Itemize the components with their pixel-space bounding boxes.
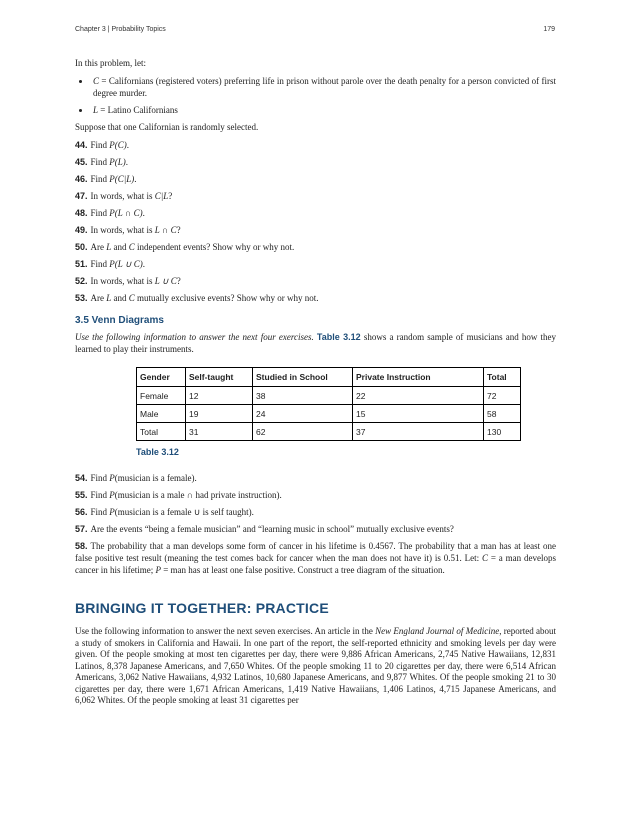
exercise-57: 57. Are the events “being a female musician” and “learning music in school” mutually exclusive events? <box>75 524 454 534</box>
practice-paragraph: Use the following information to answer the next seven exercises. An article in the New England Journal of Medicine, reported about a study of smokers in California and Hawaii. In one part of the report, the self-reported ethnicity and smoking levels per day were given. Of the people smoking at most ten cigarettes per day, there were 9,886 African Americans, 2,745 Native Hawaiians, 12,831 Latinos, 8,378 Japanese Americans, and 7,650 Whites. Of the people smoking 11 to 20 cigarettes per day, there were 6,514 African Americans, 3,062 Native Hawaiians, 4,932 Latinos, 10,680 Japanese Americans, and 9,877 Whites. Of the people smoking 21 to 30 cigarettes per day, there were 1,671 African Americans, 1,419 Native Hawaiians, 1,406 Latinos, 4,715 Japanese Americans, and 6,062 Whites. Of the people smoking at least 31 cigarettes per <box>75 626 556 705</box>
table-cell: 72 <box>484 387 521 405</box>
table-row <box>137 405 521 423</box>
section-intro: Use the following information to answer the next four exercises. Table 3.12 shows a random sample of musicians and how they learned to play their instruments. <box>75 332 557 354</box>
column-header: Total <box>484 368 521 387</box>
exercise-53: 53. Are L and C mutually exclusive events? Show why or why not. <box>75 293 319 303</box>
table-row <box>137 387 521 405</box>
table-cell: 31 <box>186 423 253 441</box>
exercise-54: 54. Find P(musician is a female). <box>75 473 197 483</box>
table-cell: Female <box>137 387 186 405</box>
table-cell: 24 <box>253 405 353 423</box>
exercise-51: 51. Find P(L ∪ C). <box>75 259 145 269</box>
column-header: Self-taught <box>186 368 253 387</box>
table-cell: 22 <box>353 387 484 405</box>
exercise-55: 55. Find P(musician is a male ∩ had private instruction). <box>75 490 282 500</box>
exercise-52: 52. In words, what is L ∪ C? <box>75 276 181 286</box>
table-cell: 15 <box>353 405 484 423</box>
table-cell: 12 <box>186 387 253 405</box>
table-cell: 38 <box>253 387 353 405</box>
table-cell: Total <box>137 423 186 441</box>
table-cell: 37 <box>353 423 484 441</box>
exercise-50: 50. Are L and C independent events? Show why or why not. <box>75 242 295 252</box>
table-cell: Male <box>137 405 186 423</box>
exercise-47: 47. In words, what is C|L? <box>75 191 173 201</box>
column-header: Gender <box>137 368 186 387</box>
exercise-list-a <box>75 139 556 304</box>
definition-list <box>75 75 556 116</box>
page-content <box>75 57 556 707</box>
musicians-table <box>136 367 521 441</box>
exercise-45: 45. Find P(L). <box>75 157 129 167</box>
table-caption: Table 3.12 <box>136 447 179 457</box>
section-heading: 3.5 Venn Diagrams <box>75 315 164 326</box>
running-header-page-number: 179 <box>543 26 555 33</box>
definition-item: • C = Californians (registered voters) preferring life in prison without parole over the death penalty for a person convicted of first degree murder. <box>91 75 556 99</box>
exercise-44: 44. Find P(C). <box>75 140 130 150</box>
exercise-58: 58. The probability that a man develops some form of cancer in his lifetime is 0.4567. The probability that a man has at least one false positive test result (meaning the test comes back for cancer when the man does not have it) is 0.51. Let: C = a man develops cancer in his lifetime; P = man has at least one false positive. Construct a tree diagram of the situation. <box>75 541 556 575</box>
table-row <box>137 423 521 441</box>
practice-heading: BRINGING IT TOGETHER: PRACTICE <box>75 600 329 616</box>
table-cell: 130 <box>484 423 521 441</box>
table-header-row <box>137 368 521 387</box>
column-header: Studied in School <box>253 368 353 387</box>
column-header: Private Instruction <box>353 368 484 387</box>
definition-item: • L = Latino Californians <box>91 104 556 116</box>
exercise-46: 46. Find P(C|L). <box>75 174 137 184</box>
table-cell: 62 <box>253 423 353 441</box>
table-cell: 19 <box>186 405 253 423</box>
suppose-text: Suppose that one Californian is randomly selected. <box>75 122 259 132</box>
running-header-chapter: Chapter 3 | Probability Topics <box>75 26 166 33</box>
exercise-56: 56. Find P(musician is a female ∪ is self taught). <box>75 507 254 517</box>
exercise-49: 49. In words, what is L ∩ C? <box>75 225 181 235</box>
exercise-list-b <box>75 472 556 576</box>
exercise-48: 48. Find P(L ∩ C). <box>75 208 145 218</box>
table-cell: 58 <box>484 405 521 423</box>
intro-let: In this problem, let: <box>75 58 146 68</box>
table-reference-link[interactable]: Table 3.12 <box>316 332 361 342</box>
